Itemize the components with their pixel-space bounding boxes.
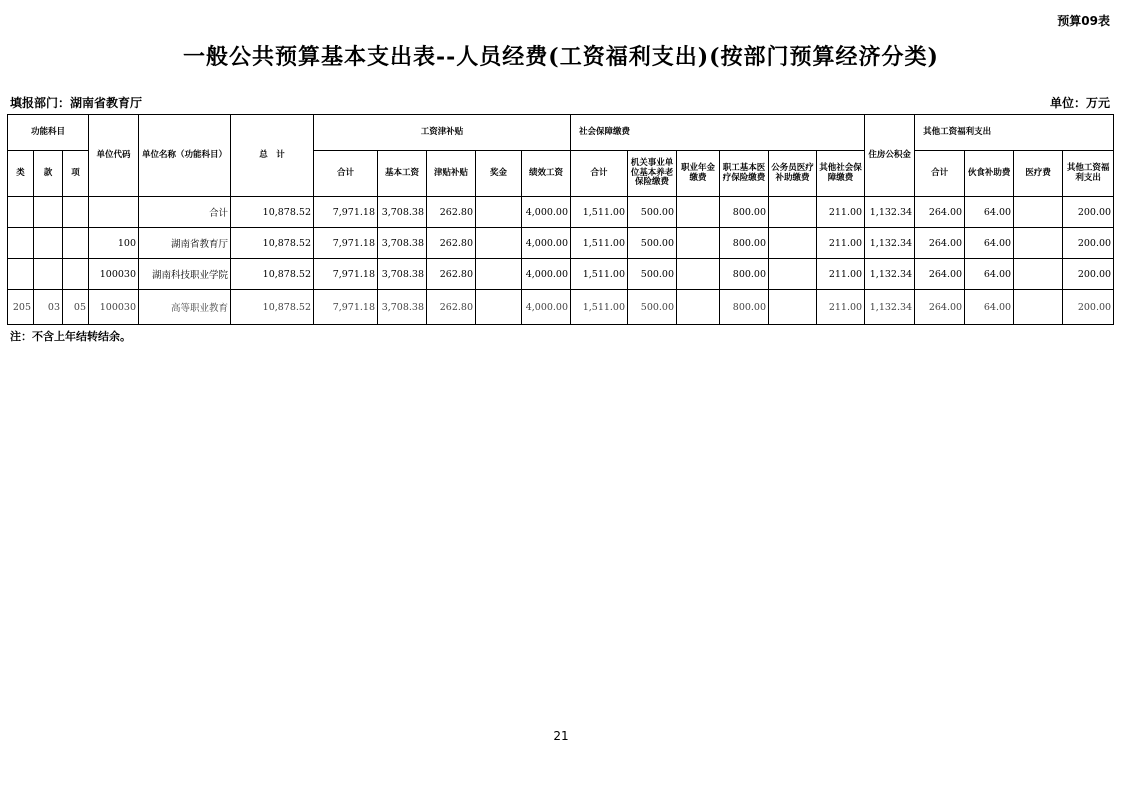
header-civil-medical: 公务员医疗补助缴费	[769, 151, 817, 197]
header-bonus: 奖金	[476, 151, 522, 197]
header-wage-total: 合计	[314, 151, 378, 197]
header-unit-code: 单位代码	[89, 115, 139, 197]
header-kuan: 款	[34, 151, 63, 197]
row-name: 高等职业教育	[139, 290, 231, 325]
header-other-social: 其他社会保障缴费	[817, 151, 865, 197]
header-total: 总 计	[231, 115, 314, 197]
header-housing: 住房公积金	[865, 115, 915, 197]
row-name: 湖南省教育厅	[139, 228, 231, 259]
table-row: 100030 湖南科技职业学院 10,878.52 7,971.18 3,708.38 262.80 4,000.00 1,511.00 500.00 800.00 211.00 1,132.34 264.00 64.00 200.00	[8, 259, 1114, 290]
header-func-subject: 功能科目	[8, 115, 89, 151]
row-code: 100030	[89, 290, 139, 325]
header-basic-wage: 基本工资	[378, 151, 427, 197]
form-number: 预算09表	[1057, 14, 1110, 28]
header-annuity: 职业年金缴费	[677, 151, 720, 197]
table-row: 100 湖南省教育厅 10,878.52 7,971.18 3,708.38 262.80 4,000.00 1,511.00 500.00 800.00 211.00 1,132.34 264.00 64.00 200.00	[8, 228, 1114, 259]
header-medical: 职工基本医疗保险缴费	[720, 151, 769, 197]
header-meal: 伙食补助费	[965, 151, 1014, 197]
page-number: 21	[553, 729, 569, 743]
footnote: 注：不含上年结转结余。	[10, 330, 131, 343]
row-lei: 205	[8, 290, 34, 325]
header-allowance: 津贴补贴	[427, 151, 476, 197]
budget-table	[7, 114, 1114, 325]
row-name: 湖南科技职业学院	[139, 259, 231, 290]
header-performance: 绩效工资	[522, 151, 571, 197]
header-other-group: 其他工资福利支出	[915, 115, 1114, 151]
header-unit-name: 单位名称（功能科目）	[139, 115, 231, 197]
header-other-welfare: 其他工资福利支出	[1063, 151, 1114, 197]
row-code: 100030	[89, 259, 139, 290]
header-social-total: 合计	[571, 151, 628, 197]
row-code: 100	[89, 228, 139, 259]
table-row: 合计 10,878.52 7,971.18 3,708.38 262.80 4,000.00 1,511.00 500.00 800.00 211.00 1,132.34 264.00 64.00 200.00	[8, 197, 1114, 228]
header-wage-group: 工资津补贴	[314, 115, 571, 151]
row-name: 合计	[139, 197, 231, 228]
row-kuan: 03	[34, 290, 63, 325]
row-xiang: 05	[63, 290, 89, 325]
header-xiang: 项	[63, 151, 89, 197]
page-title: 一般公共预算基本支出表--人员经费(工资福利支出)(按部门预算经济分类)	[183, 44, 939, 70]
header-medical-fee: 医疗费	[1014, 151, 1063, 197]
reporting-department: 填报部门：湖南省教育厅	[10, 96, 143, 110]
header-social-group: 社会保障缴费	[571, 115, 865, 151]
unit-label: 单位：万元	[1049, 96, 1110, 110]
header-pension: 机关事业单位基本养老保险缴费	[628, 151, 677, 197]
table-row: 205 03 05 100030 高等职业教育 10,878.52 7,971.18 3,708.38 262.80 4,000.00 1,511.00 500.00 800.00 211.00 1,132.34 264.00 64.00 200.00	[8, 290, 1114, 325]
header-other-total: 合计	[915, 151, 965, 197]
header-lei: 类	[8, 151, 34, 197]
